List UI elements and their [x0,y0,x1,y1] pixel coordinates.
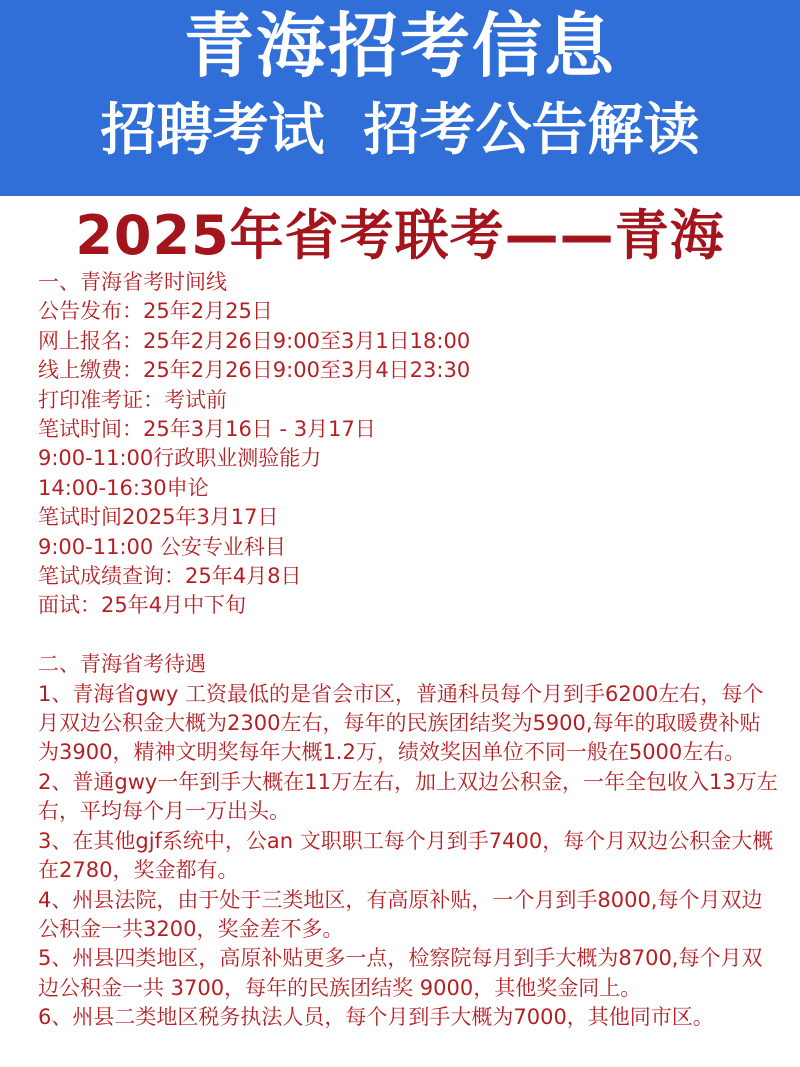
benefit-item: 2、普通gwy一年到手大概在11万左右，加上双边公积金，一年全包收入13万左右，平均每个月一万出头。 [38,769,778,824]
benefit-item: 3、在其他gjf系统中，公an 文职职工每个月到手7400，每个月双边公积金大概在2780，奖金都有。 [38,828,774,883]
benefit-item: 4、州县法院，由于处于三类地区，有高原补贴，一个月到手8000,每个月双边公积金一共3200，奖金差不多。 [38,887,763,941]
timeline-line: 笔试时间2025年3月17日 [38,505,279,530]
section-heading-timeline: 一、青海省考时间线 [38,270,227,294]
timeline-line: 9:00-11:00行政职业测验能力 [38,446,322,471]
page-title: 2025年省考联考——青海 [75,204,725,267]
timeline-line: 网上报名：25年2月26日9:00至3月1日18:00 [38,328,471,353]
benefit-item: 6、州县二类地区税务执法人员，每个月到手大概为7000，其他同市区。 [38,1005,714,1030]
timeline-line: 笔试成绩查询：25年4月8日 [38,564,302,589]
section-spacer [38,621,780,650]
article-body [38,268,780,1033]
banner-title: 青海招考信息 [184,5,616,87]
banner-subtitle: 招聘考试 招考公告解读 [100,98,700,163]
header-banner [0,0,800,196]
timeline-line: 打印准考证：考试前 [38,387,227,412]
timeline-line: 线上缴费：25年2月26日9:00至3月4日23:30 [38,358,471,383]
timeline-line: 9:00-11:00 公安专业科目 [38,534,286,559]
timeline-line: 公告发布：25年2月25日 [38,299,273,324]
timeline-line: 笔试时间：25年3月16日 - 3月17日 [38,417,376,442]
timeline-line: 14:00-16:30申论 [38,475,209,500]
benefit-item: 5、州县四类地区，高原补贴更多一点，检察院每月到手大概为8700,每个月双边公积金一共 3700，每年的民族团结奖 9000，其他奖金同上。 [38,946,763,1000]
section-heading-benefits: 二、青海省考待遇 [38,652,206,677]
benefit-item: 1、青海省gwy 工资最低的是省会市区，普通科员每个月到手6200左右，每个月双边公积金大概为2300左右，每年的民族团结奖为5900,每年的取暖费补贴为3900，精神文明奖每年大概1.2万，绩效奖因单位不同一般在5000左右。 [38,681,764,765]
timeline-line: 面试：25年4月中下旬 [38,593,247,618]
